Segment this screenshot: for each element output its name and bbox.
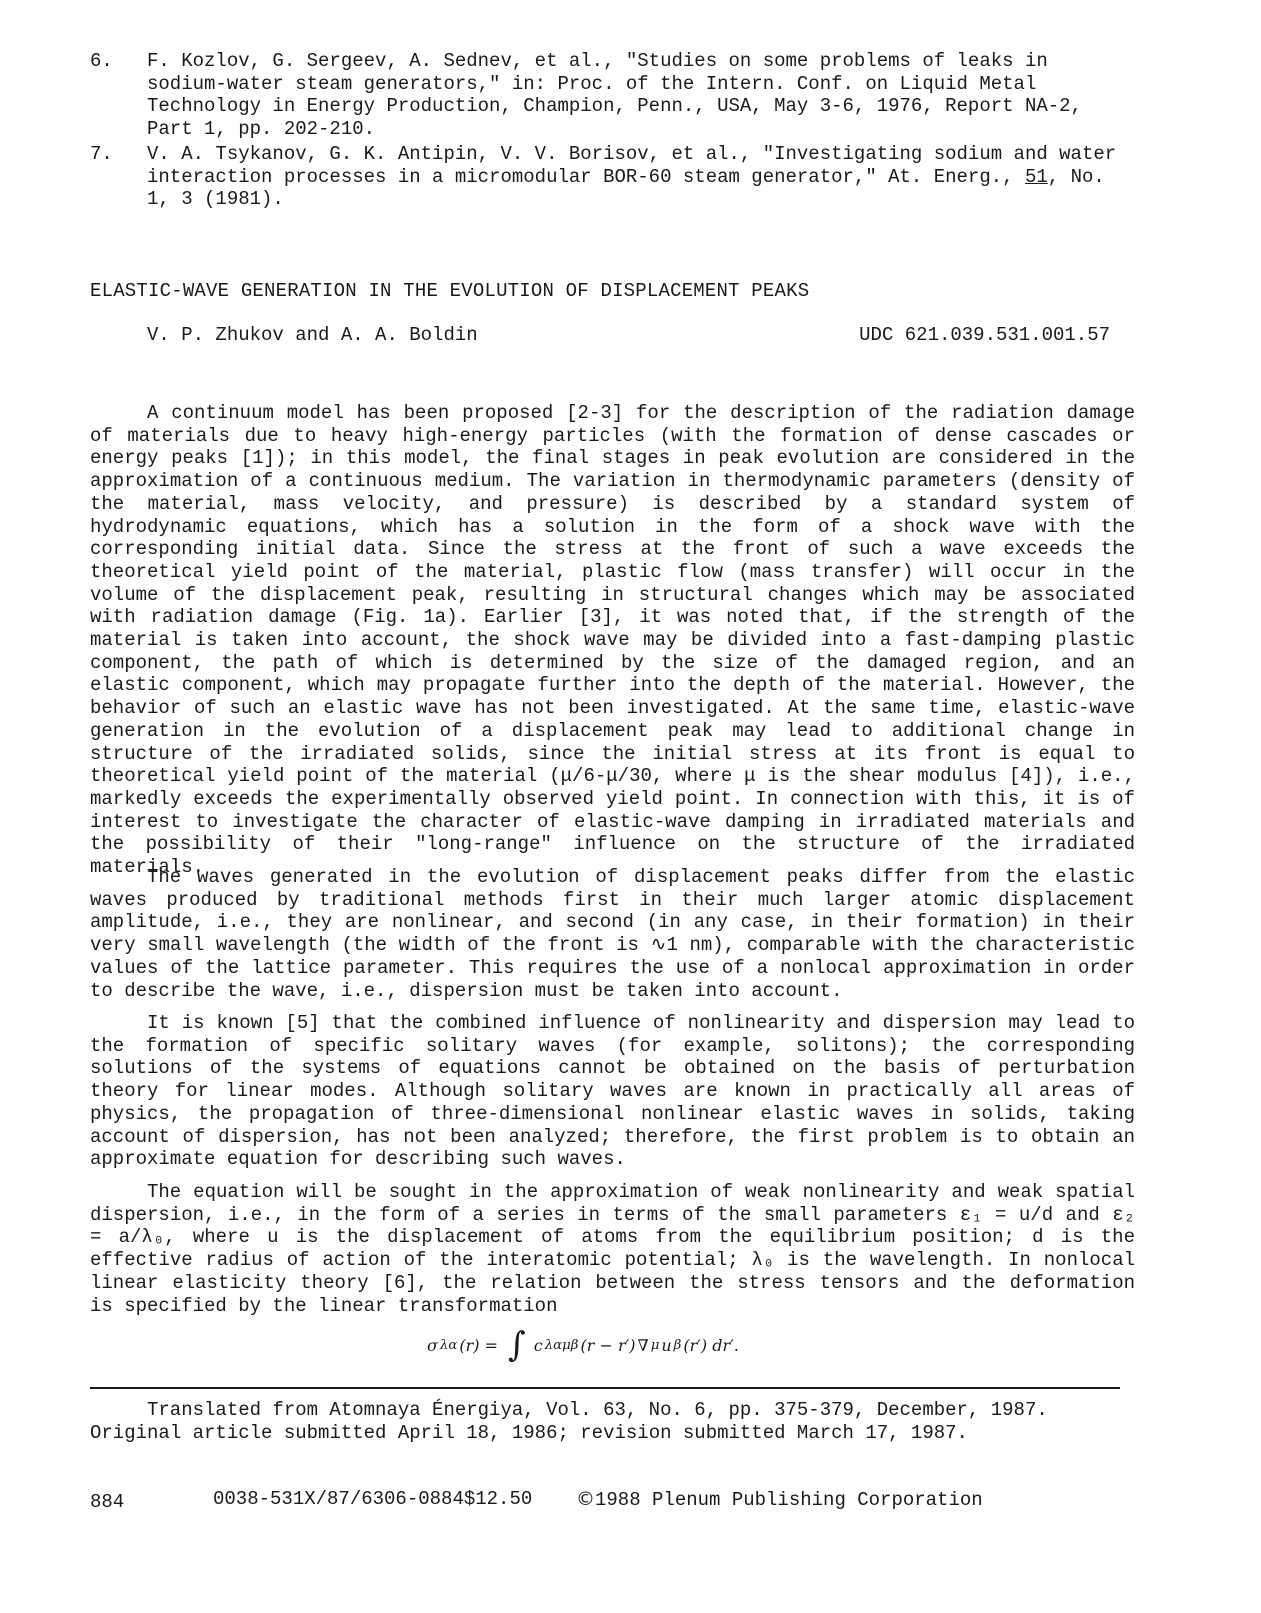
article-authors: V. P. Zhukov and A. A. Boldin bbox=[147, 324, 478, 346]
tensor-c-superscript: λαμβ bbox=[544, 1337, 579, 1353]
body-paragraph: The equation will be sought in the approximation of weak nonlinearity and weak spatial dispersion, i.e., in the form of a series in terms of the small parameters ε₁ = u/d and ε₂ = a/λ₀, where u is the displacement of atoms from the equilibrium position; d is the effective radius of action of the interatomic potential; λ₀ is the wavelength. In nonlocal linear elasticity theory [6], the relation between the stress tensors and the deformation is specified by the linear transformation bbox=[90, 1181, 1135, 1317]
reference-number: 6. bbox=[90, 50, 113, 72]
reference-volume: 51 bbox=[1024, 165, 1048, 188]
tensor-c-argument: (r − r′) bbox=[580, 1335, 636, 1355]
reference-6 bbox=[90, 50, 1130, 140]
footnote-divider bbox=[90, 1387, 1120, 1389]
nabla-symbol: ∇ bbox=[637, 1335, 649, 1355]
sigma-superscript: λα bbox=[439, 1337, 458, 1353]
body-paragraph: The waves generated in the evolution of displacement peaks differ from the elastic waves produced by traditional methods first in their much larger atomic displacement amplitude, i.e., they are nonlinear, and second (in any case, in their formation) in their very small wavelength (the width of the front is ∿1 nm), comparable with the characteristic values of the lattice parameter. This requires the use of a nonlocal approximation in order to describe the wave, i.e., dispersion must be taken into account. bbox=[90, 866, 1135, 1002]
translation-footnote: Translated from Atomnaya Énergiya, Vol. 63, No. 6, pp. 375-379, December, 1987. Original article submitted April 18, 1986; revision submitted March 17, 1987. bbox=[90, 1399, 1048, 1444]
udc-code: UDC 621.039.531.001.57 bbox=[859, 324, 1110, 346]
displacement-subscript: β bbox=[673, 1337, 682, 1353]
copyright-symbol: © bbox=[576, 1488, 595, 1510]
reference-text bbox=[147, 143, 1130, 211]
reference-text-part: V. A. Tsykanov, G. K. Antipin, V. V. Borisov, et al., "Investigating sodium and water interaction processes in a micromodular BOR-60 steam generator," At. Energ., bbox=[147, 143, 1117, 188]
integral-symbol: ∫ bbox=[508, 1325, 526, 1365]
equation-lhs-argument: (r) = bbox=[459, 1335, 498, 1355]
body-paragraph: It is known [5] that the combined influence of nonlinearity and dispersion may lead to the formation of specific solitary waves (for example, solitons); the corresponding solutions of the systems of equations cannot be obtained on the basis of perturbation theory for linear modes. Although solitary waves are known in practically all areas of physics, the propagation of three-dimensional nonlinear elastic waves in solids, taking account of dispersion, has not been analyzed; therefore, the first problem is to obtain an approximate equation for describing such waves. bbox=[90, 1012, 1135, 1171]
displacement-u: u bbox=[661, 1335, 672, 1355]
page-number: 884 bbox=[90, 1491, 125, 1513]
reference-number: 7. bbox=[90, 143, 113, 165]
reference-text: F. Kozlov, G. Sergeev, A. Sednev, et al., "Studies on some problems of leaks in sodium-water steam generators," in: Proc. of the Intern. Conf. on Liquid Metal Technology in Energy Production, Champion, Penn., USA, May 3-6, 1976, Report NA-2, Part 1, pp. 202-210. bbox=[147, 50, 1082, 140]
sigma-symbol: σ bbox=[427, 1335, 438, 1355]
equation-tail: (r′) dr′. bbox=[683, 1335, 739, 1355]
equation bbox=[427, 1325, 739, 1365]
copyright-notice bbox=[576, 1488, 983, 1511]
body-paragraph: A continuum model has been proposed [2-3] for the description of the radiation damage of materials due to heavy high-energy particles (with the formation of dense cascades or energy peaks [1]); in this model, the final stages in peak evolution are considered in the approximation of a continuous medium. The variation in thermodynamic parameters (density of the material, mass velocity, and pressure) is described by a standard system of hydrodynamic equations, which has a solution in the form of a shock wave with the corresponding initial data. Since the stress at the front of such a wave exceeds the theoretical yield point of the material, plastic flow (mass transfer) will occur in the volume of the displacement peak, resulting in structural changes which may be associated with radiation damage (Fig. 1a). Earlier [3], it was noted that, if the strength of the material is taken into account, the shock wave may be divided into a fast-damping plastic component, the path of which is determined by the size of the damaged region, and an elastic component, which may propagate further into the depth of the material. However, the behavior of such an elastic wave has not been investigated. At the same time, elastic-wave generation in the evolution of a displacement peak may lead to additional change in structure of the irradiated solids, since the initial stress at its front is equal to theoretical yield point of the material (μ/6-μ/30, where μ is the shear modulus [4]), i.e., markedly exceeds the experimentally observed yield point. In connection with this, it is of interest to investigate the character of elastic-wave damping in irradiated materials and the possibility of their "long-range" influence on the structure of the irradiated materials. bbox=[90, 402, 1135, 879]
nabla-subscript: μ bbox=[650, 1337, 660, 1353]
reference-text-part: , No. 1, 3 (1981). bbox=[147, 165, 1105, 210]
tensor-c: c bbox=[533, 1335, 543, 1355]
copyright-text: 1988 Plenum Publishing Corporation bbox=[595, 1489, 983, 1511]
article-code: 0038-531X/87/6306-0884$12.50 bbox=[213, 1488, 533, 1510]
reference-7 bbox=[90, 143, 1130, 211]
article-title: ELASTIC-WAVE GENERATION IN THE EVOLUTION OF DISPLACEMENT PEAKS bbox=[90, 280, 810, 302]
